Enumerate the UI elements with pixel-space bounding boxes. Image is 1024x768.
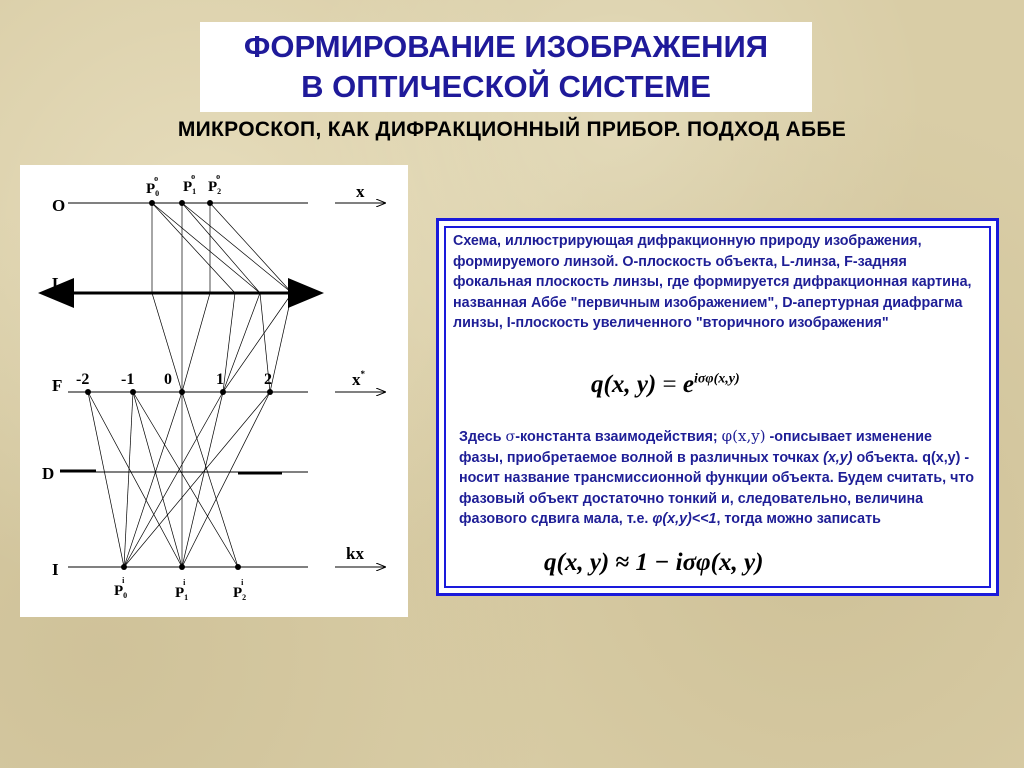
order-label-1: 1 [216, 371, 224, 388]
subtitle: МИКРОСКОП, КАК ДИФРАКЦИОННЫЙ ПРИБОР. ПОДХОД АББЕ [177, 118, 847, 141]
order-label-minus-2: -2 [76, 371, 90, 388]
image-point-label-p0: $P_0i$ [114, 576, 128, 600]
abbe-diagram-svg [20, 165, 408, 617]
title-line-2: В ОПТИЧЕСКОЙ СИСТЕМЕ [301, 69, 711, 104]
object-point-label-p1: $P_1o$ [183, 172, 197, 196]
order-label-0: 0 [164, 371, 172, 388]
rays-object-to-lens [152, 203, 292, 293]
sigma-symbol: σ [505, 429, 516, 445]
formula1-base: e [682, 371, 694, 398]
panel-paragraph-2: Здесь σ-константа взаимодействия; φ(x,y) -описывает изменение фазы, приобретаемое волной в различных точках (x,y) объекта. q(x,y) - носит название трансмиссионной функции объекта. Будем считать, что фазовый объект достаточно тонкий и, следовательно, величина фазового сдвига мала, т.е. φ(x,y)<<1, тогда можно записать [459, 427, 974, 527]
approximation-formula [544, 549, 763, 577]
transmission-formula [591, 371, 740, 399]
formula2-lhs: q(x, y) [544, 549, 610, 576]
axis-label-x-star: x* [352, 369, 365, 389]
rays-focal-to-image [88, 392, 270, 567]
axis-label-x: x [356, 182, 365, 201]
plane-label-o: O [52, 196, 66, 215]
image-point-label-p1: $P_1i$ [175, 578, 189, 602]
phi-expression: φ(x,y) [721, 427, 766, 445]
phi-condition: φ(x,y)<<1 [652, 511, 717, 527]
plane-label-d: D [42, 464, 55, 483]
object-point-label-p0: $P_0o$ [146, 174, 160, 198]
panel-description: Схема, иллюстрирующая дифракционную природу изображения, формируемого линзой. O-плоскость объекта, L-линза, F-задняя фокальная плоскость линзы, где формируется дифракционная картина, названная Аббе "первичным изображением", D-апертурная диафрагма линзы, I-плоскость увеличенного "вторичного изображения" [453, 233, 972, 331]
plane-label-l: L [52, 274, 64, 293]
abbe-diagram [20, 165, 408, 617]
order-label-2: 2 [264, 371, 272, 388]
formula1-exponent: iσφ(x,y) [693, 371, 740, 387]
plane-label-f: F [52, 376, 63, 395]
axis-label-kx: kx [346, 544, 364, 563]
formula1-lhs: q(x, y) [591, 371, 657, 398]
image-point-label-p2: $P_2i$ [233, 578, 247, 602]
order-label-minus-1: -1 [121, 371, 135, 388]
title-line-1: ФОРМИРОВАНИЕ ИЗОБРАЖЕНИЯ [243, 29, 769, 64]
explanation-panel [436, 218, 999, 596]
formula1-equals: = [662, 371, 677, 398]
plane-label-i: I [52, 560, 59, 579]
formula2-approx: ≈ [615, 549, 630, 576]
formula2-rhs: 1 − iσφ(x, y) [635, 549, 764, 576]
title-box [200, 22, 812, 112]
object-point-label-p2: $P_2o$ [208, 172, 222, 196]
